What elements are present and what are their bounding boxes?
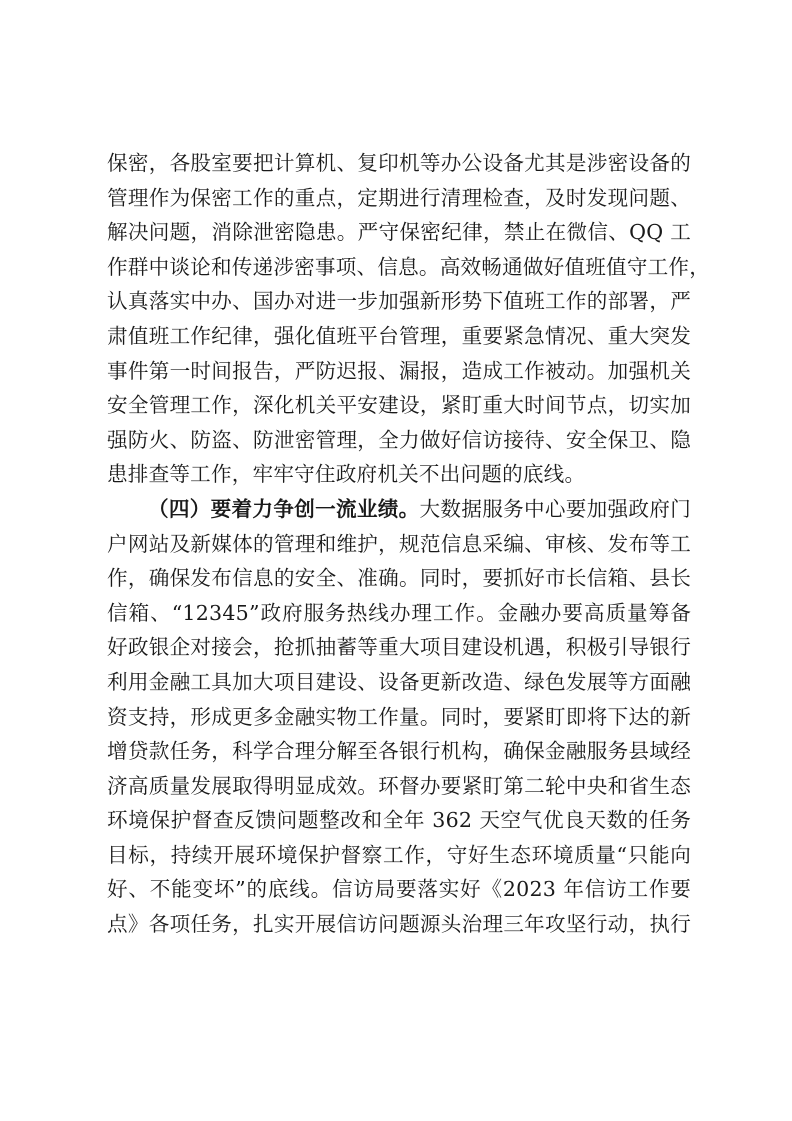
text-line-rest: 大数据服务中心要加强政府门 xyxy=(419,496,691,521)
body-text xyxy=(107,146,711,942)
text-line: 安全管理工作，深化机关平安建设，紧盯重大时间节点，切实加 xyxy=(107,393,691,418)
section-heading-line xyxy=(107,492,691,527)
text-line: 户网站及新媒体的管理和维护，规范信息采编、审核、发布等工 xyxy=(107,531,691,556)
text-line: 作群中谈论和传递涉密事项、信息。高效畅通做好值班值守工作， xyxy=(107,254,711,279)
text-line: 环境保护督查反馈问题整改和全年 362 天空气优良天数的任务 xyxy=(107,808,691,833)
text-line: 点》各项任务，扎实开展信访问题源头治理三年攻坚行动，执行 xyxy=(107,912,691,937)
text-line: 好政银企对接会，抢抓抽蓄等重大项目建设机遇，积极引导银行 xyxy=(107,635,691,660)
text-line: 保密，各股室要把计算机、复印机等办公设备尤其是涉密设备的 xyxy=(107,151,691,175)
text-line: 目标，持续开展环境保护督察工作，守好生态环境质量“只能向 xyxy=(107,842,691,867)
text-line: 肃值班工作纪律，强化值班平台管理，重要紧急情况、重大突发 xyxy=(107,323,691,348)
text-line: 作，确保发布信息的安全、准确。同时，要抓好市长信箱、县长 xyxy=(107,566,691,591)
text-line: 解决问题，消除泄密隐患。严守保密纪律，禁止在微信、QQ 工 xyxy=(107,220,691,245)
text-line: 增贷款任务，科学合理分解至各银行机构，确保金融服务县域经 xyxy=(107,739,691,764)
section-heading: （四）要着力争创一流业绩。 xyxy=(148,496,420,521)
text-line: 信箱、“12345”政府服务热线办理工作。金融办要高质量筹备 xyxy=(107,600,691,625)
text-line: 好、不能变坏”的底线。信访局要落实好《2023 年信访工作要 xyxy=(107,877,691,902)
text-line: 强防火、防盗、防泄密管理，全力做好信访接待、安全保卫、隐 xyxy=(107,427,691,452)
text-line: 资支持，形成更多金融实物工作量。同时，要紧盯即将下达的新 xyxy=(107,704,691,729)
text-line: 利用金融工具加大项目建设、设备更新改造、绿色发展等方面融 xyxy=(107,669,691,694)
text-line: 认真落实中办、国办对进一步加强新形势下值班工作的部署，严 xyxy=(107,289,691,314)
text-line: 患排查等工作，牢牢守住政府机关不出问题的底线。 xyxy=(107,462,586,487)
text-line: 管理作为保密工作的重点，定期进行清理检查，及时发现问题、 xyxy=(107,185,691,210)
text-line: 济高质量发展取得明显成效。环督办要紧盯第二轮中央和省生态 xyxy=(107,773,691,798)
text-line: 事件第一时间报告，严防迟报、漏报，造成工作被动。加强机关 xyxy=(107,358,691,383)
